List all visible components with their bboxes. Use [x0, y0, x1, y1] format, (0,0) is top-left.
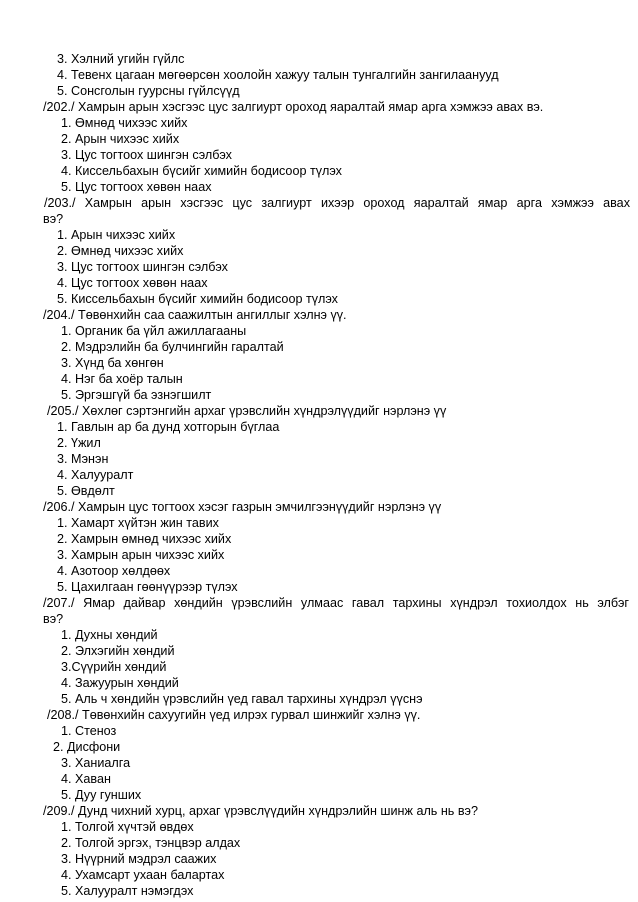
answer-option: 1. Стеноз [61, 724, 117, 738]
answer-option: 3. Нүүрний мэдрэл саажих [61, 852, 217, 866]
answer-option: 5. Цус тогтоох хөвөн наах [61, 180, 212, 194]
answer-option: 4. Тевенх цагаан мөгөөрсөн хоолойн хажуу талын тунгалгийн зангилаанууд [57, 68, 499, 82]
answer-option: 5. Аль ч хөндийн үрэвслийн үед гавал тархины хүндрэл үүснэ [61, 692, 423, 706]
answer-option: 2. Элхэгийн хөндий [61, 644, 175, 658]
answer-option: 4. Зажуурын хөндий [61, 676, 179, 690]
question-heading: /203./ Хамрын арын хэсгээс цус залгиурт ихээр ороход яаралтай ямар арга хэмжээ авах [44, 196, 630, 210]
answer-option: 5. Сонсголын гуурсны гүйлсүүд [57, 84, 240, 98]
answer-option: 1. Өмнөд чихээс хийх [61, 116, 188, 130]
answer-option: 5. Киссельбахын бүсийг химийн бодисоор түлэх [57, 292, 338, 306]
answer-option: 3.Сүүрийн хөндий [61, 660, 167, 674]
question-heading: /208./ Төвөнхийн сахуугийн үед илрэх гурвал шинжийг хэлнэ үү. [47, 708, 421, 722]
answer-option: 5. Өвдөлт [57, 484, 115, 498]
question-heading: /204./ Төвөнхийн саа саажилтын ангиллыг хэлнэ үү. [43, 308, 347, 322]
answer-option: 1. Гавлын ар ба дунд хотгорын бүглаа [57, 420, 280, 434]
answer-option: 3. Хүнд ба хөнгөн [61, 356, 164, 370]
answer-option: 3. Ханиалга [61, 756, 131, 770]
question-heading: /206./ Хамрын цус тогтоох хэсэг газрын эмчилгээнүүдийг нэрлэнэ үү [43, 500, 442, 514]
answer-option: 5. Халууралт нэмэгдэх [61, 884, 194, 898]
question-heading-cont: вэ? [43, 212, 64, 226]
answer-option: 2. Толгой эргэх, тэнцвэр алдах [61, 836, 241, 850]
answer-option: 2. Хамрын өмнөд чихээс хийх [57, 532, 232, 546]
answer-option: 1. Хамарт хүйтэн жин тавих [57, 516, 219, 530]
answer-option: 4. Нэг ба хоёр талын [61, 372, 183, 386]
answer-option: 4. Цус тогтоох хөвөн наах [57, 276, 208, 290]
answer-option: 4. Халууралт [57, 468, 134, 482]
answer-option: 1. Арын чихээс хийх [57, 228, 176, 242]
answer-option: 4. Ухамсарт ухаан балартах [61, 868, 225, 882]
question-heading-cont: вэ? [43, 612, 64, 626]
answer-option: 2. Үжил [57, 436, 101, 450]
answer-option: 2. Мэдрэлийн ба булчингийн гаралтай [61, 340, 284, 354]
answer-option: 3. Хамрын арын чихээс хийх [57, 548, 225, 562]
question-heading: /209./ Дунд чихний хурц, архаг үрэвслүүдийн хүндрэлийн шинж аль нь вэ? [43, 804, 478, 818]
answer-option: 3. Хэлний угийн гүйлс [57, 52, 185, 66]
question-heading: /202./ Хамрын арын хэсгээс цус залгиурт ороход яаралтай ямар арга хэмжээ авах вэ. [43, 100, 544, 114]
answer-option: 2. Арын чихээс хийх [61, 132, 180, 146]
answer-option: 2. Өмнөд чихээс хийх [57, 244, 184, 258]
answer-option: 1. Органик ба үйл ажиллагааны [61, 324, 247, 338]
answer-option: 3. Цус тогтоох шингэн сэлбэх [61, 148, 232, 162]
question-heading: /205./ Хөхлөг сэртэнгийн архаг үрэвслийн хүндрэлүүдийг нэрлэнэ үү [47, 404, 447, 418]
answer-option: 1. Духны хөндий [61, 628, 158, 642]
answer-option: 2. Дисфони [53, 740, 121, 754]
answer-option: 5. Дуу гунших [61, 788, 142, 802]
answer-option: 1. Толгой хүчтэй өвдөх [61, 820, 194, 834]
answer-option: 3. Цус тогтоох шингэн сэлбэх [57, 260, 228, 274]
answer-option: 3. Мэнэн [57, 452, 109, 466]
question-heading: /207./ Ямар дайвар хөндийн үрэвслийн улмаас гавал тархины хүндрэл тохиолдох нь элбэг [43, 596, 629, 610]
answer-option: 4. Киссельбахын бүсийг химийн бодисоор түлэх [61, 164, 342, 178]
answer-option: 4. Хаван [61, 772, 111, 786]
answer-option: 5. Цахилгаан гөөнүүрээр түлэх [57, 580, 238, 594]
answer-option: 5. Эргэшгүй ба эзнэгшилт [61, 388, 212, 402]
answer-option: 4. Азотоор хөлдөөх [57, 564, 171, 578]
